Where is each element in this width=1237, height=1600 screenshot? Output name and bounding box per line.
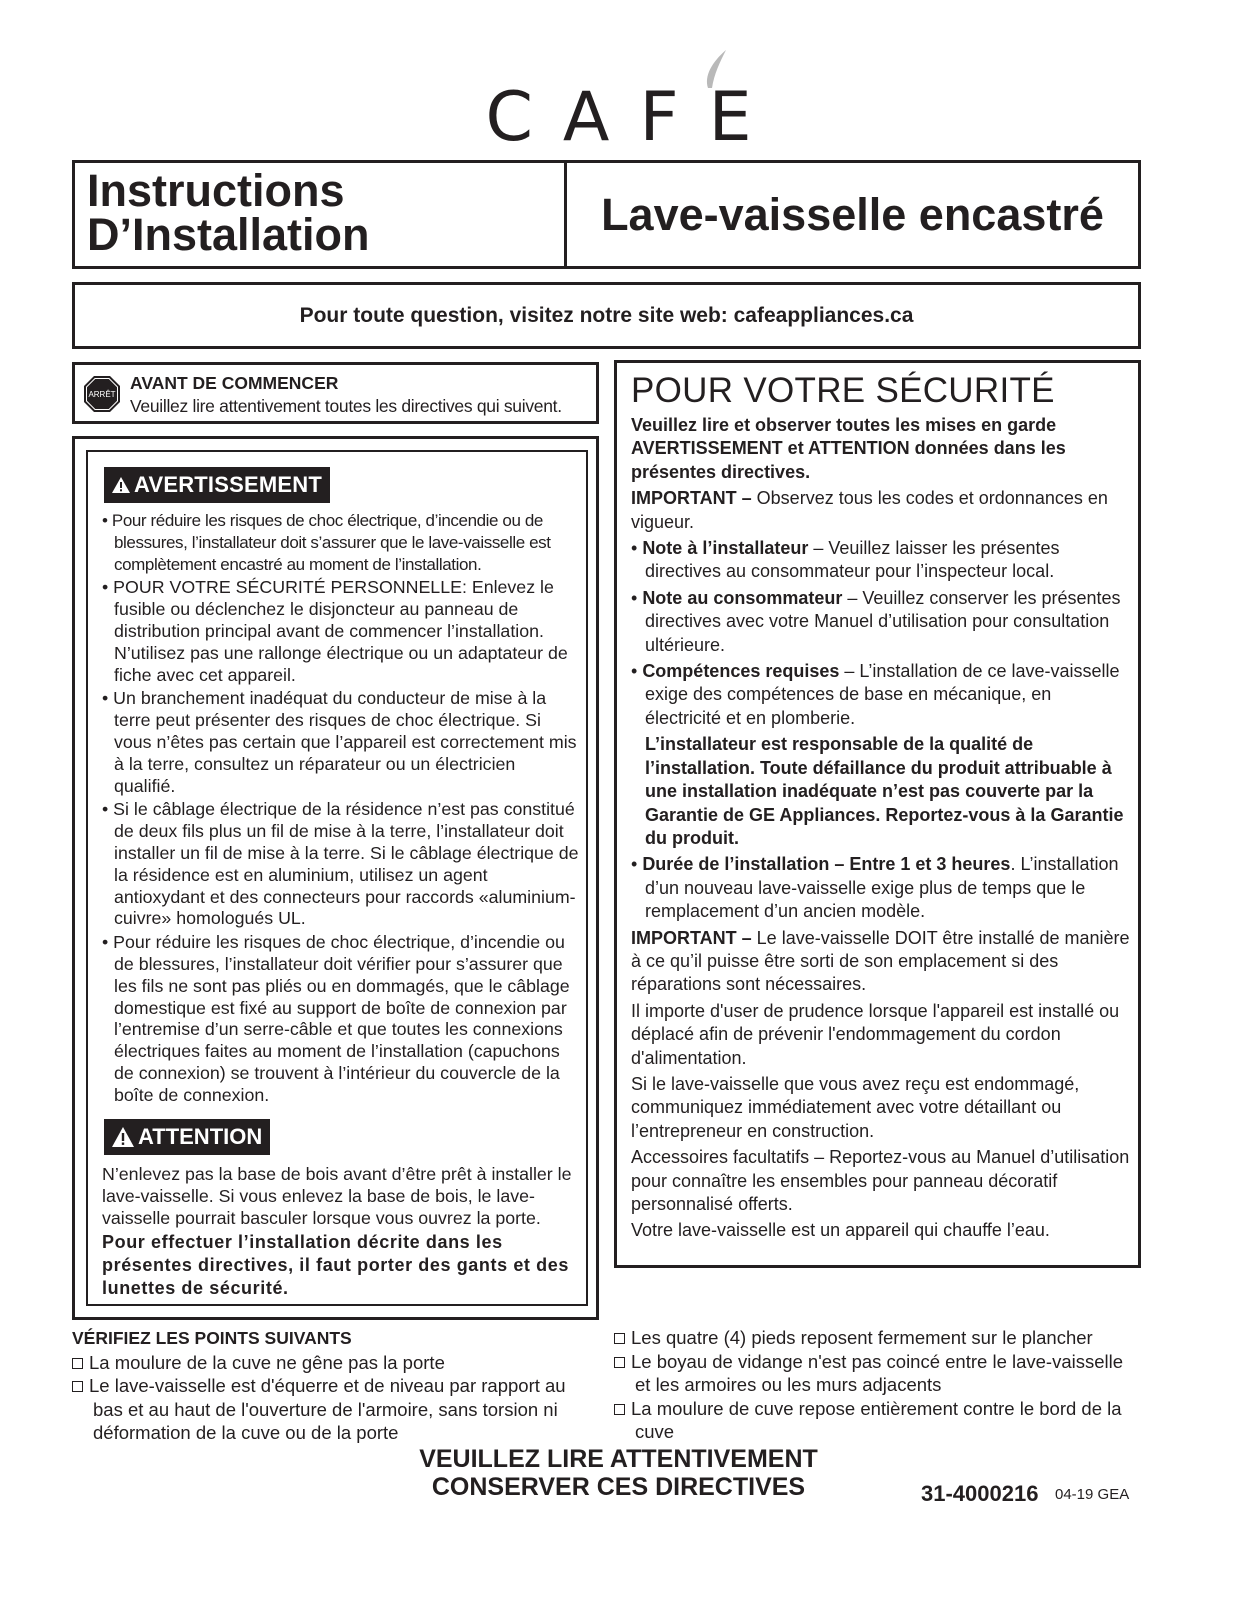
title-line-2: D’Installation [87, 209, 370, 260]
installer-responsibility: L’installateur est responsable de la qualité de l’installation. Toute défaillance du produit attribuable à une installation inadéquate n’est pas couverte par la Garantie de GE Appliances. Reportez-vous à la Garantie du produit. [645, 734, 1124, 848]
checklist-item-text: Les quatre (4) pieds reposent fermement sur le plancher [631, 1327, 1093, 1348]
skills-required: • Compétences requises – L’installation de ce lave-vaisselle exige des compétences de base en mécanique, en électricité et en plomberie. [631, 661, 1120, 728]
attention-badge-label: ATTENTION [138, 1124, 263, 1149]
checklist-item [614, 1326, 1141, 1350]
attention-badge [104, 1119, 270, 1155]
footer-line-1: VEUILLEZ LIRE ATTENTIVEMENT [419, 1445, 818, 1473]
checklist-heading: VÉRIFIEZ LES POINTS SUIVANTS [72, 1328, 352, 1348]
warning-badge-label: AVERTISSEMENT [134, 472, 322, 497]
list-item: • POUR VOTRE SÉCURITÉ PERSONNELLE: Enlevez le fusible ou déclenchez le disjoncteur au panneau de distribution principal avant de commencer l’installation. N’utilisez pas une rallonge électrique ou un adaptateur de fiche avec cet appareil. [102, 577, 568, 685]
note-consumer-text: – Veuillez conserver les présentes directives avec votre Manuel d’utilisation pour consultation ultérieure. [645, 587, 1121, 655]
footer-notice [0, 1445, 1237, 1501]
safety-section [614, 360, 1141, 1268]
water-heater-notice: Votre lave-vaisselle est un appareil qui chauffe l’eau. [631, 1220, 1050, 1241]
checkbox-icon [614, 1333, 625, 1344]
stop-sign-label: ARRÊT [88, 390, 116, 399]
list-item: • Si le câblage électrique de la résidence n’est pas constitué de deux fils plus un fil de mise à la terre, l’installateur doit installer un fil de mise à la terre. Si le câblage électrique de la résidence est en aluminium, utilisez un agent antioxydant et des connecteurs pour raccords «aluminium-cuivre» homologués UL. [102, 799, 579, 929]
logo-wordmark: CAFE [485, 78, 782, 157]
stop-sign-icon [83, 375, 121, 413]
list-item: • Pour réduire les risques de choc électrique, d’incendie ou de blessures, l’installateur doit s’assurer que le lave-vaisselle est complètement encastré au moment de l’installation. [102, 511, 551, 574]
website-box [72, 282, 1141, 349]
warning-badge [104, 467, 330, 503]
title-box [72, 160, 1141, 269]
document-date: 04-19 GEA [1055, 1486, 1130, 1503]
checkbox-icon [72, 1358, 83, 1369]
checklist-left [72, 1327, 599, 1445]
warning-triangle-icon [112, 477, 130, 493]
duration-label: Durée de l’installation – Entre 1 et 3 heures [642, 854, 1011, 875]
warning-list [102, 510, 580, 1109]
logo-accent-swoosh-icon [702, 48, 728, 90]
important-removal [631, 927, 1131, 997]
damaged-notice: Si le lave-vaisselle que vous avez reçu est endommagé, communiquez immédiatement avec votre détaillant ou l’entrepreneur en construction. [631, 1073, 1080, 1141]
warning-triangle-icon [112, 1127, 134, 1147]
checkbox-icon [72, 1381, 83, 1392]
important-removal-text: Le lave-vaisselle DOIT être installé de manière à ce qu’il puisse être sorti de son emplacement si des réparations sont nécessaires. [631, 927, 1130, 995]
product-title-cell [567, 163, 1138, 266]
product-title: Lave-vaisselle encastré [601, 188, 1104, 240]
attention-ppe-text: Pour effectuer l’installation décrite dans les présentes directives, il faut porter des gants et des lunettes de sécurité. [102, 1232, 569, 1298]
cord-caution: Il importe d'user de prudence lorsque l'appareil est installé ou déplacé afin de prévenir l'endommagement du cordon d'alimentation. [631, 1000, 1120, 1068]
checklist-item [72, 1374, 599, 1445]
attention-text: N’enlevez pas la base de bois avant d’être prêt à installer le lave-vaisselle. Si vous enlevez la base de bois, le lave-vaisselle pourrait basculer lorsque vous ouvrez la porte. [102, 1164, 572, 1228]
checklist-right [614, 1326, 1141, 1444]
warning-section [72, 436, 599, 1320]
note-installer-label: Note à l’installateur [642, 538, 809, 559]
skills-label: Compétences requises [642, 661, 840, 682]
skills-text: – L’installation de ce lave-vaisselle exige des compétences de base en mécanique, en électricité et en plomberie. [645, 661, 1120, 728]
before-you-begin-box [72, 362, 599, 424]
checklist-item [614, 1397, 1141, 1444]
list-item: • Un branchement inadéquat du conducteur de mise à la terre peut présenter des risques de choc électrique. Si vous n’êtes pas certain que l’appareil est correctement mis à la terre, consultez un réparateur ou un électricien qualifié. [102, 688, 577, 796]
title-line-1: Instructions [87, 165, 345, 216]
checklist-item-text: Le boyau de vidange n'est pas coincé entre le lave-vaisselle et les armoires ou les murs adjacents [631, 1350, 1124, 1395]
note-consumer: • Note au consommateur – Veuillez conserver les présentes directives avec votre Manuel d’utilisation pour consultation ultérieure. [631, 587, 1121, 655]
safety-title: POUR VOTRE SÉCURITÉ [631, 371, 1055, 410]
important-label: IMPORTANT – [631, 927, 752, 948]
safety-intro: Veuillez lire et observer toutes les mises en garde AVERTISSEMENT et ATTENTION données dans les présentes directives. [631, 415, 1066, 482]
duration-text: . L’installation d’un nouveau lave-vaisselle exige plus de temps que le remplacement d’un ancien modèle. [645, 854, 1119, 922]
installation-duration: • Durée de l’installation – Entre 1 et 3 heures. L’installation d’un nouveau lave-vaisselle exige plus de temps que le remplacement d’un ancien modèle. [631, 854, 1119, 922]
document-title [75, 163, 567, 266]
before-heading: AVANT DE COMMENCER [130, 373, 339, 393]
safety-body [631, 414, 1131, 1246]
document-number: 31-4000216 [921, 1481, 1039, 1506]
checkbox-icon [614, 1357, 625, 1368]
before-text: Veuillez lire attentivement toutes les directives qui suivent. [130, 396, 562, 416]
important-codes-text: Observez tous les codes et ordonnances en vigueur. [631, 488, 1108, 532]
website-text: Pour toute question, visitez notre site web: cafeappliances.ca [299, 303, 914, 327]
warning-inner-box [86, 450, 588, 1306]
note-installer-text: – Veuillez laisser les présentes directives au consommateur pour l’inspecteur local. [645, 538, 1060, 582]
note-installer: • Note à l’installateur – Veuillez laisser les présentes directives au consommateur pour l’inspecteur local. [631, 538, 1060, 582]
checklist-item [614, 1350, 1141, 1397]
footer-line-2: CONSERVER CES DIRECTIVES [431, 1473, 806, 1501]
list-item: • Pour réduire les risques de choc électrique, d’incendie ou de blessures, l’installateur doit vérifier pour s’assurer que les fils ne sont pas pliés ou en dommagés, que le câblage domestique est fixé au support de boîte de connexion par l’entremise d’un serre-câble et que toutes les connexions électriques faites au moment de l’installation (capuchons de connexion) se trouvent à l’intérieur du couvercle de la boîte de connexion. [102, 932, 570, 1105]
checklist-item [72, 1351, 599, 1375]
checklist-item-text: La moulure de la cuve ne gêne pas la porte [89, 1351, 445, 1373]
important-codes [631, 487, 1131, 534]
important-label: IMPORTANT – [631, 488, 752, 509]
checkbox-icon [614, 1404, 625, 1415]
optional-accessories: Accessoires facultatifs – Reportez-vous au Manuel d’utilisation pour connaître les ensembles pour panneau décoratif personnalisé offerts. [631, 1147, 1130, 1214]
checklist-item-text: La moulure de cuve repose entièrement contre le bord de la cuve [631, 1397, 1122, 1442]
note-consumer-label: Note au consommateur [642, 587, 843, 608]
checklist-item-text: Le lave-vaisselle est d'équerre et de niveau par rapport au bas et au haut de l'ouverture de l'armoire, sans torsion ni déformation de la cuve ou de la porte [89, 1375, 566, 1443]
cafe-logo [0, 78, 1237, 157]
